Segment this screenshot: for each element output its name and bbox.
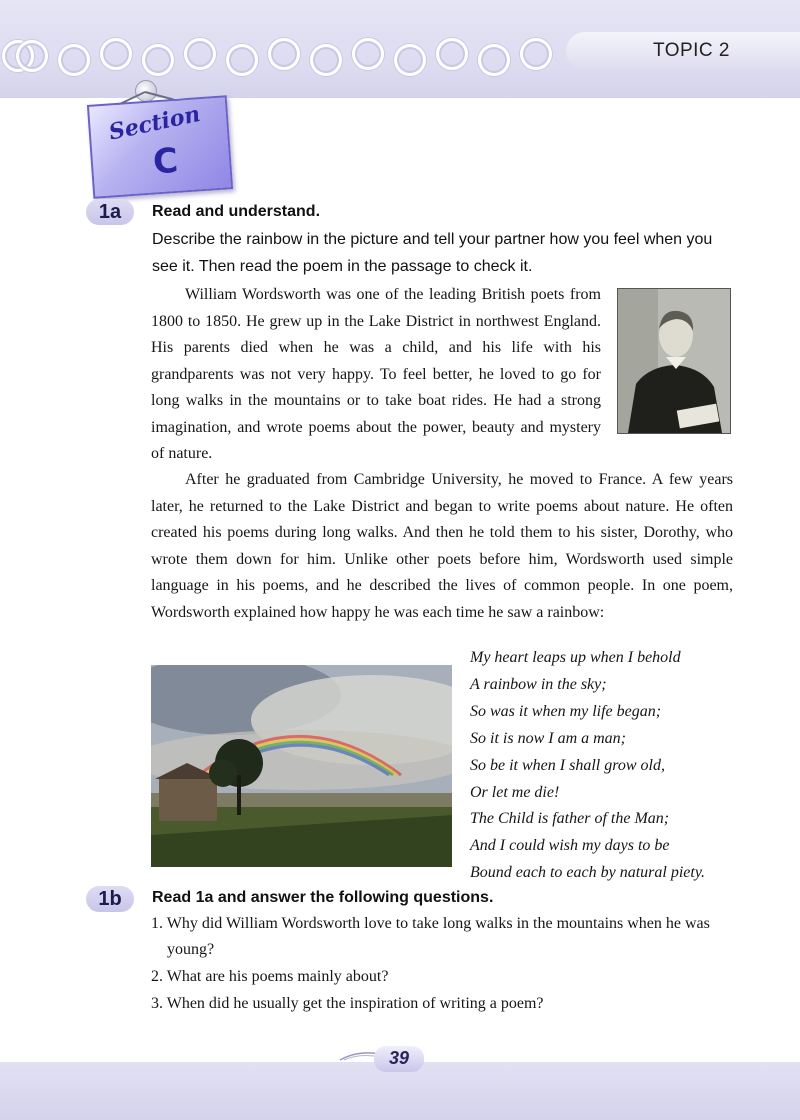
section-sign-word: Section [106, 100, 203, 146]
rainbow-landscape-image [151, 665, 452, 867]
topic-pill [566, 32, 800, 70]
heading-1b: Read 1a and answer the following questions. [152, 889, 494, 906]
poem-line: Bound each to each by natural piety. [470, 864, 706, 882]
tag-1a: 1a [86, 199, 134, 225]
ring-decoration [478, 44, 510, 76]
ring-decoration [226, 44, 258, 76]
ring-decoration [16, 40, 48, 72]
wordsworth-portrait-image [617, 288, 731, 434]
ring-decoration [184, 38, 216, 70]
question-2: 2. What are his poems mainly about? [151, 968, 389, 985]
question-1: 1. Why did William Wordsworth love to take long walks in the mountains when he was young? [151, 915, 710, 958]
poem [470, 645, 770, 887]
poem-line: My heart leaps up when I behold [470, 649, 681, 666]
instruction-1a: Describe the rainbow in the picture and tell your partner how you feel when you see it. Then read the poem in the passage to check it. [152, 231, 713, 275]
ring-decoration [100, 38, 132, 70]
topic-label: TOPIC 2 [652, 40, 730, 61]
paragraph-1: William Wordsworth was one of the leading British poets from 1800 to 1850. He grew up in the Lake District in northwest England. His parents died when he was a child, and his life with his grandparents was not very happy. To feel better, he loved to go for long walks in the mountains or to take boat rides. He had a strong imagination, and wrote poems about the power, beauty and mystery of nature. [151, 286, 601, 462]
ring-decoration [58, 44, 90, 76]
ring-decoration [142, 44, 174, 76]
poem-line: So was it when my life began; [470, 702, 662, 720]
poem-line: So be it when I shall grow old, [470, 756, 665, 774]
section-sign-letter: C [151, 140, 180, 183]
decorative-rings [0, 32, 560, 80]
header-band [0, 0, 800, 98]
section-sign [87, 95, 233, 199]
page-number-badge [374, 1046, 424, 1072]
poem-line: A rainbow in the sky; [470, 675, 607, 693]
page-number: 39 [388, 1048, 410, 1068]
tag-1b: 1b [86, 886, 134, 912]
ring-decoration [268, 38, 300, 70]
question-3: 3. When did he usually get the inspiration of writing a poem? [151, 995, 544, 1012]
ring-decoration [310, 44, 342, 76]
poem-line: So it is now I am a man; [470, 729, 626, 747]
poem-line: The Child is father of the Man; [470, 810, 670, 828]
ring-decoration [436, 38, 468, 70]
ring-decoration [352, 38, 384, 70]
ring-decoration [520, 38, 552, 70]
poem-line: Or let me die! [470, 783, 560, 801]
heading-1a: Read and understand. [152, 203, 321, 220]
poem-line: And I could wish my days to be [470, 837, 670, 855]
ring-decoration [394, 44, 426, 76]
paragraph-2: After he graduated from Cambridge University, he moved to France. A few years later, he returned to the Lake District and began to write poems about nature. He often created his poems during long walks. And then he told them to his sister, Dorothy, who wrote them down for him. Unlike other poets before him, Wordsworth used simple language in his poems, and he described the lives of common people. In one poem, Wordsworth explained how happy he was each time he saw a rainbow: [151, 471, 733, 621]
